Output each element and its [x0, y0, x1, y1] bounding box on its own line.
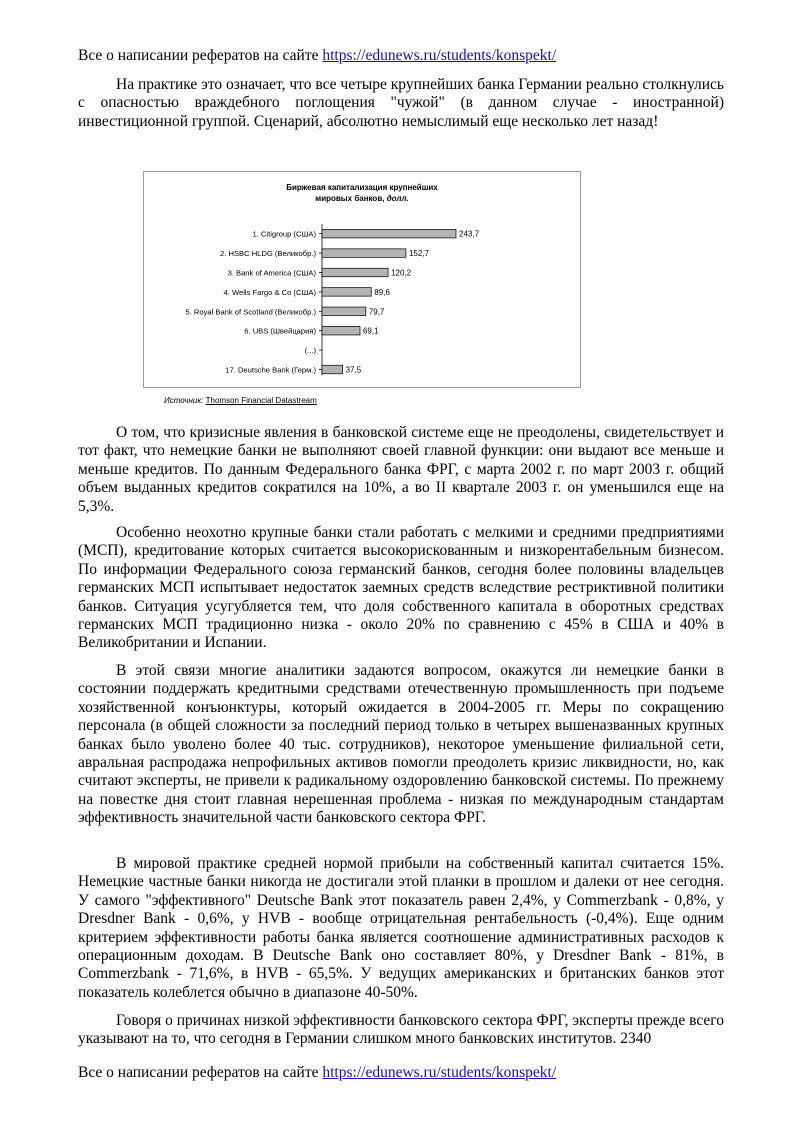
category-label: 6. UBS (Швейцария) [244, 326, 316, 336]
category-label: 3. Bank of America (США) [227, 268, 316, 278]
capitalization-chart [143, 171, 581, 388]
bar [322, 365, 343, 374]
bar [322, 326, 360, 335]
chart-plot [144, 172, 580, 387]
chart-title-line2-text: мировых банков, [315, 194, 385, 203]
header-note-prefix: Все о написании рефератов на сайте [78, 47, 323, 64]
paragraph-4: В этой связи многие аналитики задаются вопросом, окажутся ли немецкие банки в состоянии поддержать кредитными средствами отечественную промышленность при подъеме хозяйственной конъюнктуры, который ожидается в 2004-2005 гг. Меры по сокращению персонала (в общей сложности за последний период только в четырех вышеназванных крупных банках было уволено более 40 тыс. сотрудников), некоторое уменьшение филиальной сети, авральная распродажа непрофильных активов помогли преодолеть кризис ликвидности, но, как считают эксперты, не привели к радикальному оздоровлению банковской системы. По прежнему на повестке дня стоит главная нерешенная проблема - низкая по международным стандартам эффективность значительной части банковского сектора ФРГ. [78, 662, 724, 827]
value-label: 243,7 [459, 229, 480, 239]
value-label: 69,1 [362, 326, 379, 336]
chart-title-line1: Биржевая капитализация крупнейших [286, 183, 438, 192]
paragraph-3: Особенно неохотно крупные банки стали работать с мелкими и средними предприятиями (МСП), кредитование которых считается высокорискованным и низкорентабельным бизнесом. По информации Федерального союза германский банков, сегодня более половины владельцев германских МСП испытывает недостаток заемных средств вследствие рестриктивной политики банков. Ситуация усугубляется тем, что доля собственного капитала в оборотных средствах германских МСП традиционно низка - около 20% по сравнению с 45% в США и 40% в Великобритании и Испании. [78, 524, 724, 652]
category-label: 4. Wells Fargo & Co (США) [223, 287, 316, 297]
paragraph-6: Говоря о причинах низкой эффективности банковского сектора ФРГ, эксперты прежде всего указывают на то, что сегодня в Германии слишком много банковских институтов. 2340 [78, 1012, 725, 1048]
chart-source [164, 396, 317, 405]
category-label: 17. Deutsche Bank (Герм.) [225, 365, 316, 375]
chart-title-unit: долл. [386, 194, 409, 203]
category-label: 5. Royal Bank of Scotland (Великобр.) [185, 307, 316, 317]
category-label: (...) [304, 346, 316, 356]
value-label: 120,2 [391, 268, 412, 278]
paragraph-2: О том, что кризисные явления в банковской системе еще не преодолены, свидетельствует и тот факт, что немецкие банки не выполняют своей главной функции: они выдают все меньше и меньше кредитов. По данным Федерального банка ФРГ, с марта 2002 г. по март 2003 г. общий объем выданных кредитов сократился на 10%, а во II квартале 2003 г. он уменьшился еще на 5,3%. [78, 424, 724, 515]
header-note [78, 47, 556, 65]
value-label: 152,7 [408, 249, 429, 259]
paragraph-1: На практике это означает, что все четыре крупнейших банка Германии реально столкнулись с опасностью враждебного поглощения "чужой" (в данном случае - иностранной) инвестиционной группой. Сценарий, абсолютно немыслимый еще несколько лет назад! [78, 76, 724, 130]
chart-source-label: Источник: [164, 396, 204, 405]
value-label: 89,6 [374, 287, 390, 297]
bar [322, 268, 388, 277]
bar [322, 288, 371, 297]
bar [322, 229, 456, 238]
value-label: 37,5 [345, 365, 362, 375]
footer-note [78, 1064, 556, 1082]
category-label: 2. HSBC HLDG (Великобр.) [220, 249, 316, 259]
value-label: 79,7 [368, 307, 385, 317]
bar [322, 307, 366, 316]
footer-link[interactable]: https://edunews.ru/students/konspekt/ [322, 1064, 557, 1081]
footer-note-prefix: Все о написании рефератов на сайте [78, 1064, 323, 1081]
category-label: 1. Citigroup (США) [252, 229, 316, 239]
header-link[interactable]: https://edunews.ru/students/konspekt/ [322, 47, 557, 64]
paragraph-5: В мировой практике средней нормой прибыли на собственный капитал считается 15%. Немецкие частные банки никогда не достигали этой планки в прошлом и далеки от нее сегодня. У самого "эффективного" Deutsche Bank этот показатель равен 2,4%, у Commerzbank - 0,8%, у Dresdner Bank - 0,6%, у HVB - вообще отрицательная рентабельность (-0,4%). Еще одним критерием эффективности работы банка является соотношение административных расходов к операционным доходам. В Deutsche Bank оно составляет 80%, у Dresdner Bank - 81%, в Commerzbank - 71,6%, в HVB - 65,5%. У ведущих американских и британских банков этот показатель колеблется обычно в диапазоне 40-50%. [78, 855, 724, 1001]
bar [322, 249, 406, 258]
chart-source-text: Thomson Financial Datastream [205, 396, 317, 405]
